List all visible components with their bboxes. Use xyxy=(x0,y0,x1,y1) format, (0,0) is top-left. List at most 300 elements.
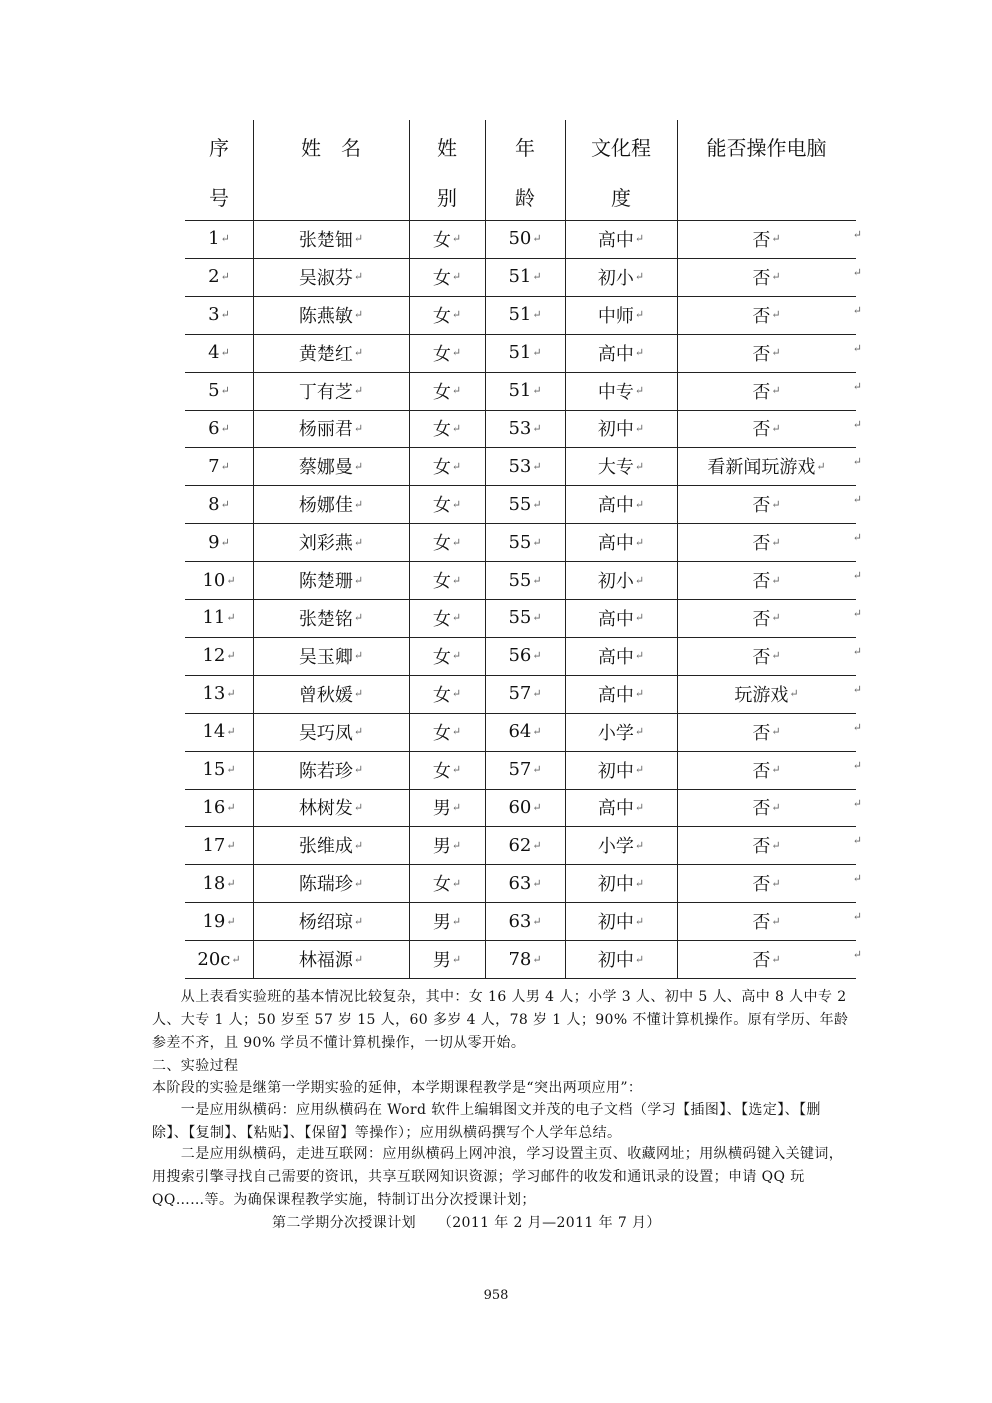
cell-end-mark-icon: ↵ xyxy=(634,346,645,360)
cell-education xyxy=(565,789,677,827)
cell-gender-text: 男 xyxy=(432,912,451,934)
cell-end-mark-icon: ↵ xyxy=(532,497,542,511)
header-education xyxy=(565,120,677,220)
cell-education-text: 高中 xyxy=(597,684,634,706)
cell-end-mark-icon: ↵ xyxy=(634,270,645,284)
cell-end-mark-icon: ↵ xyxy=(634,308,645,322)
cell-education-text: 中师 xyxy=(597,305,634,327)
cell-end-mark-icon: ↵ xyxy=(353,573,364,587)
cell-age xyxy=(485,523,565,561)
cell-education-text: 高中 xyxy=(597,229,634,251)
cell-age-text: 60 xyxy=(508,796,532,818)
cell-end-mark-icon: ↵ xyxy=(634,535,645,549)
table-row xyxy=(185,296,862,334)
table-header xyxy=(185,120,856,220)
cell-end-mark-icon: ↵ xyxy=(532,270,542,284)
cell-age xyxy=(485,864,565,902)
cell-education-text: 初中 xyxy=(597,760,634,782)
cell-index-text: 17 xyxy=(202,834,226,856)
cell-gender xyxy=(409,675,485,713)
cell-end-mark-icon: ↵ xyxy=(532,535,542,549)
table-row xyxy=(185,523,862,561)
cell-end-mark-icon: ↵ xyxy=(226,914,236,928)
cell-education-text: 初中 xyxy=(597,912,634,934)
cell-computer-skill xyxy=(677,902,856,940)
cell-index-text: 11 xyxy=(202,607,226,629)
cell-gender xyxy=(409,372,485,410)
cell-index xyxy=(185,523,253,561)
cell-education xyxy=(565,485,677,523)
cell-computer-skill-text: 看新闻玩游戏 xyxy=(707,457,816,479)
cell-name xyxy=(253,372,409,410)
cell-computer-skill-text: 否 xyxy=(752,495,771,517)
row-end-mark-icon: ↵ xyxy=(852,948,862,962)
cell-computer-skill xyxy=(677,258,856,296)
cell-end-mark-icon: ↵ xyxy=(220,232,230,246)
cell-name xyxy=(253,410,409,448)
cell-end-mark-icon: ↵ xyxy=(353,800,364,814)
cell-end-mark-icon: ↵ xyxy=(353,346,364,360)
cell-end-mark-icon: ↵ xyxy=(451,914,462,928)
cell-education xyxy=(565,372,677,410)
cell-end-mark-icon: ↵ xyxy=(451,270,462,284)
table-row xyxy=(185,751,862,789)
cell-name xyxy=(253,334,409,372)
cell-end-mark-icon: ↵ xyxy=(771,232,781,246)
cell-end-mark-icon: ↵ xyxy=(451,687,462,701)
cell-gender-text: 女 xyxy=(432,684,451,706)
cell-end-mark-icon: ↵ xyxy=(532,876,542,890)
cell-education xyxy=(565,599,677,637)
row-end-mark-icon: ↵ xyxy=(852,834,862,848)
table-bottom-border xyxy=(185,978,856,979)
cell-computer-skill-text: 否 xyxy=(752,305,771,327)
cell-end-mark-icon: ↵ xyxy=(771,421,781,435)
cell-index-text: 4 xyxy=(208,342,220,364)
header-index-line2: 号 xyxy=(209,186,229,210)
cell-end-mark-icon: ↵ xyxy=(451,763,462,777)
row-end-mark-icon: ↵ xyxy=(852,228,862,241)
cell-education-text: 中专 xyxy=(597,381,634,403)
cell-name xyxy=(253,940,409,978)
column-divider xyxy=(485,120,486,978)
cell-end-mark-icon: ↵ xyxy=(532,725,542,739)
cell-age-text: 63 xyxy=(508,910,532,932)
cell-name xyxy=(253,826,409,864)
cell-age xyxy=(485,372,565,410)
header-age xyxy=(485,120,565,220)
cell-end-mark-icon: ↵ xyxy=(634,384,645,398)
header-education-line2: 度 xyxy=(611,186,631,210)
cell-name-text: 刘彩燕 xyxy=(298,533,353,555)
cell-end-mark-icon: ↵ xyxy=(771,649,781,663)
cell-end-mark-icon: ↵ xyxy=(634,838,645,852)
table-row xyxy=(185,561,862,599)
cell-index-text: 20c xyxy=(197,948,231,970)
cell-end-mark-icon: ↵ xyxy=(771,384,781,398)
cell-gender-text: 女 xyxy=(432,495,451,517)
table-row xyxy=(185,447,862,485)
cell-name-text: 张楚铭 xyxy=(298,608,353,630)
cell-index-text: 12 xyxy=(202,645,226,667)
cell-end-mark-icon: ↵ xyxy=(771,497,781,511)
cell-end-mark-icon: ↵ xyxy=(771,952,781,966)
cell-computer-skill-text: 否 xyxy=(752,343,771,365)
table-row xyxy=(185,713,862,751)
row-end-mark-icon: ↵ xyxy=(852,910,862,924)
row-end-mark-icon: ↵ xyxy=(852,607,862,620)
header-index xyxy=(185,120,253,220)
cell-end-mark-icon: ↵ xyxy=(532,611,542,625)
cell-end-mark-icon: ↵ xyxy=(451,308,462,322)
cell-index xyxy=(185,751,253,789)
cell-gender xyxy=(409,864,485,902)
header-index-line1: 序 xyxy=(209,136,229,160)
cell-end-mark-icon: ↵ xyxy=(771,535,781,549)
cell-end-mark-icon: ↵ xyxy=(451,459,462,473)
cell-education-text: 小学 xyxy=(597,722,634,744)
cell-end-mark-icon: ↵ xyxy=(532,573,542,587)
row-end-mark-icon: ↵ xyxy=(852,303,862,317)
cell-end-mark-icon: ↵ xyxy=(226,800,236,814)
application-one-paragraph: 一是应用纵横码：应用纵横码在 Word 软件上编辑图文并茂的电子文档（学习【插图】、【选定】、【删除】、【复制】、【粘贴】、【保留】等操作）；应用纵横码撰写个人学年总结。 xyxy=(152,1102,821,1141)
cell-name-text: 陈燕敏 xyxy=(298,305,353,327)
cell-gender-text: 女 xyxy=(432,381,451,403)
cell-education xyxy=(565,296,677,334)
cell-index xyxy=(185,220,253,258)
table-row xyxy=(185,599,862,637)
cell-computer-skill-text: 否 xyxy=(752,229,771,251)
header-name-line1: 姓 名 xyxy=(301,136,361,160)
cell-name-text: 陈若珍 xyxy=(298,760,353,782)
column-divider xyxy=(409,120,410,978)
cell-end-mark-icon: ↵ xyxy=(353,763,364,777)
cell-index-text: 18 xyxy=(202,872,226,894)
cell-education-text: 小学 xyxy=(597,836,634,858)
table-row xyxy=(185,637,862,675)
cell-index xyxy=(185,599,253,637)
cell-end-mark-icon: ↵ xyxy=(634,459,645,473)
cell-end-mark-icon: ↵ xyxy=(532,800,542,814)
cell-end-mark-icon: ↵ xyxy=(771,573,781,587)
cell-index xyxy=(185,902,253,940)
cell-computer-skill xyxy=(677,447,856,485)
cell-age xyxy=(485,561,565,599)
cell-gender xyxy=(409,751,485,789)
cell-end-mark-icon: ↵ xyxy=(451,497,462,511)
cell-index xyxy=(185,485,253,523)
cell-age-text: 55 xyxy=(508,531,532,553)
cell-gender xyxy=(409,940,485,978)
cell-gender-text: 女 xyxy=(432,457,451,479)
cell-gender xyxy=(409,334,485,372)
cell-end-mark-icon: ↵ xyxy=(353,876,364,890)
cell-name xyxy=(253,902,409,940)
cell-computer-skill-text: 否 xyxy=(752,874,771,896)
cell-end-mark-icon: ↵ xyxy=(771,308,781,322)
cell-age-text: 63 xyxy=(508,872,532,894)
cell-gender-text: 女 xyxy=(432,533,451,555)
cell-name-text: 丁有芝 xyxy=(298,381,353,403)
cell-index xyxy=(185,637,253,675)
cell-index-text: 15 xyxy=(202,759,226,781)
cell-end-mark-icon: ↵ xyxy=(634,421,645,435)
cell-computer-skill-text: 否 xyxy=(752,950,771,972)
header-education-line1: 文化程 xyxy=(591,136,651,160)
cell-gender xyxy=(409,485,485,523)
cell-gender-text: 女 xyxy=(432,571,451,593)
column-divider xyxy=(677,120,678,978)
cell-computer-skill xyxy=(677,599,856,637)
cell-index-text: 1 xyxy=(208,228,220,250)
cell-name xyxy=(253,599,409,637)
cell-end-mark-icon: ↵ xyxy=(532,232,542,246)
cell-gender xyxy=(409,296,485,334)
cell-education xyxy=(565,713,677,751)
cell-computer-skill xyxy=(677,637,856,675)
cell-age xyxy=(485,789,565,827)
cell-age-text: 62 xyxy=(508,834,532,856)
cell-age-text: 51 xyxy=(508,380,532,402)
row-end-mark-icon: ↵ xyxy=(852,644,862,658)
cell-end-mark-icon: ↵ xyxy=(532,763,542,777)
cell-end-mark-icon: ↵ xyxy=(532,838,542,852)
cell-end-mark-icon: ↵ xyxy=(451,421,462,435)
cell-index-text: 14 xyxy=(202,721,226,743)
cell-end-mark-icon: ↵ xyxy=(451,876,462,890)
cell-end-mark-icon: ↵ xyxy=(451,649,462,663)
cell-end-mark-icon: ↵ xyxy=(451,952,462,966)
cell-computer-skill-text: 否 xyxy=(752,722,771,744)
cell-education xyxy=(565,751,677,789)
row-end-mark-icon: ↵ xyxy=(852,796,862,810)
cell-index-text: 5 xyxy=(208,380,220,402)
cell-age xyxy=(485,940,565,978)
cell-gender xyxy=(409,826,485,864)
cell-gender xyxy=(409,713,485,751)
cell-gender xyxy=(409,561,485,599)
cell-end-mark-icon: ↵ xyxy=(532,952,542,966)
cell-end-mark-icon: ↵ xyxy=(451,838,462,852)
cell-end-mark-icon: ↵ xyxy=(771,876,781,890)
cell-age xyxy=(485,902,565,940)
cell-end-mark-icon: ↵ xyxy=(220,308,230,322)
cell-name xyxy=(253,751,409,789)
row-end-mark-icon: ↵ xyxy=(852,265,862,279)
cell-education-text: 高中 xyxy=(597,608,634,630)
row-end-mark-icon: ↵ xyxy=(852,379,862,393)
cell-age xyxy=(485,447,565,485)
cell-name xyxy=(253,258,409,296)
cell-gender-text: 女 xyxy=(432,419,451,441)
cell-index xyxy=(185,864,253,902)
cell-computer-skill-text: 否 xyxy=(752,267,771,289)
cell-computer-skill-text: 否 xyxy=(752,912,771,934)
cell-age-text: 53 xyxy=(508,455,532,477)
cell-age-text: 53 xyxy=(508,417,532,439)
cell-age-text: 55 xyxy=(508,493,532,515)
cell-age xyxy=(485,826,565,864)
cell-education-text: 初中 xyxy=(597,419,634,441)
cell-education xyxy=(565,561,677,599)
cell-name-text: 陈楚珊 xyxy=(298,571,353,593)
plan-title: 第二学期分次授课计划 （2011 年 2 月—2011 年 7 月） xyxy=(272,1215,661,1231)
cell-age-text: 64 xyxy=(508,721,532,743)
cell-computer-skill xyxy=(677,372,856,410)
cell-education xyxy=(565,334,677,372)
table-row xyxy=(185,485,862,523)
cell-age-text: 57 xyxy=(508,683,532,705)
column-divider xyxy=(253,120,254,978)
cell-gender xyxy=(409,902,485,940)
cell-gender-text: 女 xyxy=(432,267,451,289)
cell-end-mark-icon: ↵ xyxy=(634,611,645,625)
cell-end-mark-icon: ↵ xyxy=(771,611,781,625)
cell-index xyxy=(185,713,253,751)
table-row xyxy=(185,220,862,258)
table-row xyxy=(185,410,862,448)
cell-education xyxy=(565,675,677,713)
table-row xyxy=(185,258,862,296)
cell-end-mark-icon: ↵ xyxy=(353,687,364,701)
cell-name xyxy=(253,637,409,675)
cell-end-mark-icon: ↵ xyxy=(353,649,364,663)
cell-age xyxy=(485,485,565,523)
cell-end-mark-icon: ↵ xyxy=(451,725,462,739)
cell-index xyxy=(185,789,253,827)
cell-end-mark-icon: ↵ xyxy=(634,800,645,814)
cell-gender xyxy=(409,410,485,448)
page-number: 958 xyxy=(483,1288,509,1303)
cell-name xyxy=(253,713,409,751)
cell-age-text: 55 xyxy=(508,607,532,629)
cell-name xyxy=(253,220,409,258)
cell-end-mark-icon: ↵ xyxy=(451,611,462,625)
cell-end-mark-icon: ↵ xyxy=(220,497,230,511)
table-row xyxy=(185,372,862,410)
cell-computer-skill xyxy=(677,410,856,448)
cell-end-mark-icon: ↵ xyxy=(353,232,364,246)
cell-end-mark-icon: ↵ xyxy=(353,611,364,625)
cell-end-mark-icon: ↵ xyxy=(353,308,364,322)
cell-end-mark-icon: ↵ xyxy=(532,346,542,360)
table-row xyxy=(185,334,862,372)
cell-index xyxy=(185,561,253,599)
application-two-paragraph: 二是应用纵横码，走进互联网：应用纵横码上网冲浪，学习设置主页、收藏网址；用纵横码键入关键词，用搜索引擎寻找自己需要的资讯，共享互联网知识资源；学习邮件的收发和通讯录的设置；申请 QQ 玩 QQ……等。为确保课程教学实施，特制订出分次授课计划； xyxy=(152,1146,844,1208)
cell-age xyxy=(485,751,565,789)
cell-end-mark-icon: ↵ xyxy=(634,876,645,890)
cell-end-mark-icon: ↵ xyxy=(226,725,236,739)
cell-education-text: 初小 xyxy=(597,267,634,289)
cell-computer-skill xyxy=(677,561,856,599)
header-name xyxy=(253,120,409,220)
cell-end-mark-icon: ↵ xyxy=(220,535,230,549)
cell-end-mark-icon: ↵ xyxy=(226,687,236,701)
cell-age xyxy=(485,258,565,296)
cell-education xyxy=(565,410,677,448)
cell-end-mark-icon: ↵ xyxy=(532,649,542,663)
cell-end-mark-icon: ↵ xyxy=(353,384,364,398)
row-end-mark-icon: ↵ xyxy=(852,872,862,886)
cell-index xyxy=(185,296,253,334)
header-age-line2: 龄 xyxy=(515,186,535,210)
cell-education-text: 初中 xyxy=(597,874,634,896)
cell-end-mark-icon: ↵ xyxy=(771,838,781,852)
table-row xyxy=(185,940,862,978)
cell-education xyxy=(565,902,677,940)
cell-index-text: 3 xyxy=(208,304,220,326)
cell-end-mark-icon: ↵ xyxy=(532,914,542,928)
table-row xyxy=(185,826,862,864)
cell-index xyxy=(185,447,253,485)
cell-end-mark-icon: ↵ xyxy=(789,687,799,701)
header-gender-line2: 别 xyxy=(437,186,457,210)
cell-education xyxy=(565,940,677,978)
cell-name-text: 林福源 xyxy=(298,950,353,972)
cell-age xyxy=(485,713,565,751)
cell-age-text: 57 xyxy=(508,759,532,781)
cell-age xyxy=(485,675,565,713)
cell-age-text: 50 xyxy=(508,228,532,250)
cell-end-mark-icon: ↵ xyxy=(451,346,462,360)
cell-education-text: 大专 xyxy=(597,457,634,479)
cell-gender xyxy=(409,523,485,561)
cell-end-mark-icon: ↵ xyxy=(634,687,645,701)
cell-end-mark-icon: ↵ xyxy=(226,611,236,625)
cell-education xyxy=(565,637,677,675)
header-computer-skill xyxy=(677,120,856,220)
intro-paragraph: 本阶段的实验是继第一学期实验的延伸，本学期课程教学是“突出两项应用”： xyxy=(152,1080,643,1096)
cell-name-text: 蔡娜曼 xyxy=(298,457,353,479)
cell-name-text: 曾秋媛 xyxy=(298,684,353,706)
cell-age xyxy=(485,296,565,334)
cell-name xyxy=(253,561,409,599)
cell-end-mark-icon: ↵ xyxy=(451,232,462,246)
cell-education-text: 初中 xyxy=(597,950,634,972)
cell-computer-skill-text: 否 xyxy=(752,760,771,782)
cell-end-mark-icon: ↵ xyxy=(532,459,542,473)
cell-end-mark-icon: ↵ xyxy=(220,384,230,398)
cell-age-text: 78 xyxy=(508,948,532,970)
cell-name xyxy=(253,789,409,827)
cell-end-mark-icon: ↵ xyxy=(353,459,364,473)
cell-computer-skill xyxy=(677,523,856,561)
cell-index xyxy=(185,940,253,978)
cell-index-text: 7 xyxy=(208,455,220,477)
cell-computer-skill-text: 否 xyxy=(752,571,771,593)
cell-age-text: 51 xyxy=(508,266,532,288)
cell-index-text: 10 xyxy=(202,569,226,591)
cell-computer-skill xyxy=(677,675,856,713)
cell-end-mark-icon: ↵ xyxy=(532,308,542,322)
cell-education xyxy=(565,447,677,485)
cell-computer-skill-text: 否 xyxy=(752,608,771,630)
cell-end-mark-icon: ↵ xyxy=(353,914,364,928)
cell-gender-text: 女 xyxy=(432,760,451,782)
cell-computer-skill xyxy=(677,864,856,902)
cell-end-mark-icon: ↵ xyxy=(532,384,542,398)
cell-education-text: 高中 xyxy=(597,533,634,555)
cell-education-text: 高中 xyxy=(597,495,634,517)
cell-name-text: 吴淑芬 xyxy=(298,267,353,289)
cell-end-mark-icon: ↵ xyxy=(634,497,645,511)
cell-name xyxy=(253,296,409,334)
cell-end-mark-icon: ↵ xyxy=(771,270,781,284)
cell-name-text: 吴玉卿 xyxy=(298,646,353,668)
table-row xyxy=(185,902,862,940)
cell-age-text: 55 xyxy=(508,569,532,591)
cell-education-text: 高中 xyxy=(597,646,634,668)
